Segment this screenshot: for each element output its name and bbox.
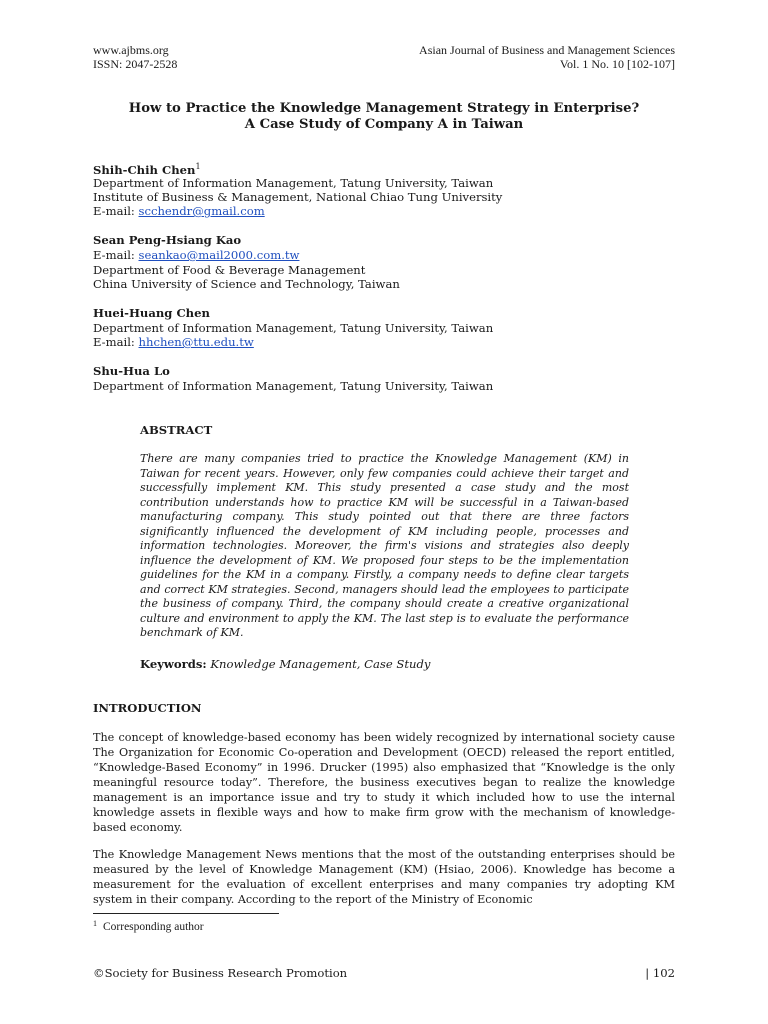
author-affiliation: Department of Information Management, Tatung University, Taiwan: [93, 176, 494, 190]
email-label: E-mail:: [93, 335, 139, 349]
author-name: Sean Peng-Hsiang Kao: [93, 233, 242, 247]
email-label: E-mail:: [93, 248, 139, 262]
author-email-link[interactable]: hhchen@ttu.edu.tw: [138, 335, 254, 349]
author-block: [93, 160, 201, 177]
abstract-heading: ABSTRACT: [140, 423, 213, 437]
author-name: Shih-Chih Chen: [93, 162, 196, 177]
paper-title-line1: How to Practice the Knowledge Management Strategy in Enterprise?: [128, 101, 640, 116]
author-email-line: [93, 248, 299, 263]
author-email-link[interactable]: scchendr@gmail.com: [138, 204, 265, 218]
author-email-line: [93, 335, 254, 350]
page-number: | 102: [645, 966, 675, 980]
email-label: E-mail:: [93, 204, 139, 218]
section-heading-introduction: INTRODUCTION: [93, 701, 202, 715]
abstract-text: There are many companies tried to practice the Knowledge Management (KM) in Taiwan for recent years. However, only few companies could achieve their target and successfully implement KM. This study presented a case study and the most contribution understands how to practice KM will be successful in a Taiwan-based manufacturing company. This study pointed out that there are three factors significantly influenced the development of KM including people, processes and information technologies. Moreover, the firm's visions and strategies also deeply influence the development of KM. We proposed four steps to be the implementation guidelines for the KM in a company. Firstly, a company needs to define clear targets and correct KM strategies. Second, managers should lead the employees to participate the business of company. Third, the company should create a creative organizational culture and environment to apply the KM. The last step is to evaluate the performance benchmark of KM.: [140, 452, 629, 639]
author-name: Huei-Huang Chen: [93, 306, 210, 320]
author-affiliation: Department of Food & Beverage Management: [93, 263, 366, 277]
journal-volume: Vol. 1 No. 10 [102-107]: [559, 57, 675, 71]
keywords-line: [140, 657, 430, 671]
intro-paragraph-1: The concept of knowledge-based economy has been widely recognized by international society cause The Organization for Economic Co-operation and Development (OECD) released the report entitled, “Knowledge-Based Economy” in 1996. Drucker (1995) also emphasized that “Knowledge is the only meaningful resource today”. Therefore, the business executives began to realize the knowledge management is an importance issue and try to study it which included how to use the internal knowledge assets in flexible ways and how to make firm grow with the mechanism of knowledge-based economy.: [93, 731, 675, 834]
author-affiliation: Department of Information Management, Tatung University, Taiwan: [93, 321, 494, 335]
keywords-value: Knowledge Management, Case Study: [210, 657, 431, 671]
journal-name: Asian Journal of Business and Management Sciences: [419, 43, 675, 57]
footnote-text: Corresponding author: [103, 921, 204, 933]
author-footnote-mark: 1: [195, 162, 201, 171]
author-affiliation: Institute of Business & Management, National Chiao Tung University: [93, 190, 503, 204]
footnote-mark: 1: [93, 919, 97, 928]
intro-paragraph-2: The Knowledge Management News mentions that the most of the outstanding enterprises should be measured by the level of Knowledge Management (KM) (Hsiao, 2006). Knowledge has become a measurement for the evaluation of excellent enterprises and many companies try adopting KM system in their company. According to the report of the Ministry of Economic: [93, 848, 675, 906]
author-email-link[interactable]: seankao@mail2000.com.tw: [138, 248, 300, 262]
author-affiliation: China University of Science and Technology, Taiwan: [93, 277, 400, 291]
journal-website: www.ajbms.org: [93, 43, 169, 57]
paper-title-line2: A Case Study of Company A in Taiwan: [244, 117, 524, 132]
footnote: [93, 919, 204, 933]
keywords-label: Keywords:: [140, 657, 207, 671]
footnote-divider: [93, 913, 279, 914]
author-affiliation: Department of Information Management, Tatung University, Taiwan: [93, 379, 494, 393]
footer-society: ©Society for Business Research Promotion: [93, 966, 348, 980]
author-name: Shu-Hua Lo: [93, 364, 170, 378]
author-email-line: [93, 204, 265, 219]
journal-issn: ISSN: 2047-2528: [93, 57, 178, 71]
